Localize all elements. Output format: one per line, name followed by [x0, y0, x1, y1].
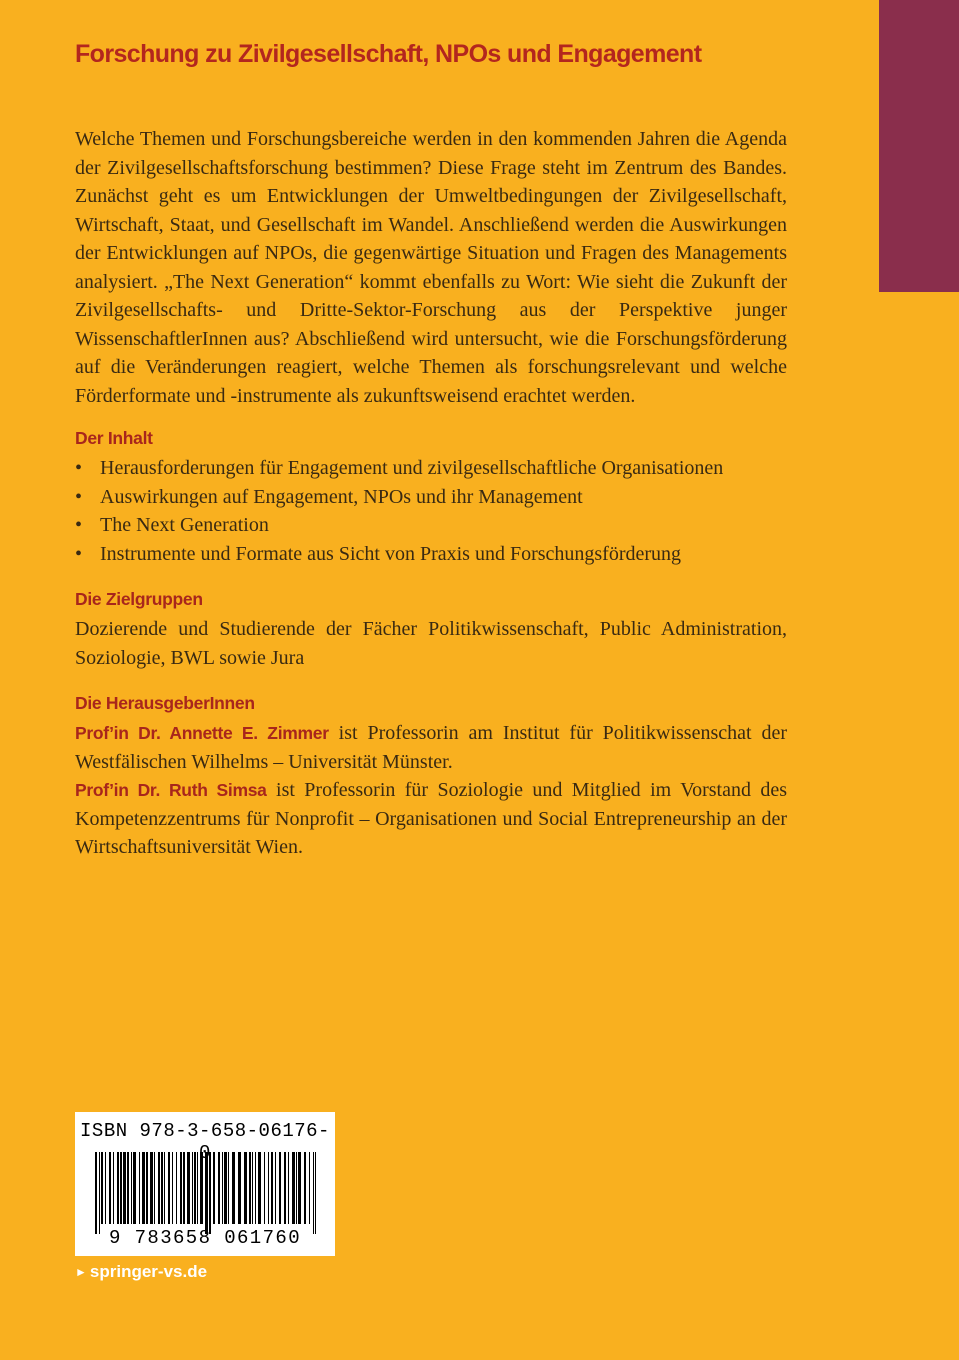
barcode-bar: [164, 1152, 165, 1224]
intro-paragraph: Welche Themen und Forschungsbereiche werden in den kommenden Jahren die Agenda der Zivilgesellschaftsforschung bestimmen? Diese Frage steht im Zentrum des Bandes. Zunächst geht es um Entwicklungen der Umweltbedingungen der Zivilgesellschaft, Wirtschaft, Staat, und Gesellschaft im Wandel. Anschließend werden die Auswirkungen der Entwicklungen auf NPOs, die gegenwärtige Situation und Fragen des Managements analysiert. „The Next Generation“ kommt ebenfalls zu Wort: Wie sieht die Zukunft der Zivilgesellschafts- und Dritte-Sektor-Forschung aus der Perspektive junger WissenschaftlerInnen aus? Abschließend wird untersucht, wie die Forschungsförderung auf die Veränderungen reagiert, welche Themen als forschungsrelevant und welche Förderformate und -instrumente als zukunftsweisend erachtet werden.: [75, 128, 787, 407]
barcode-bar: [244, 1152, 247, 1224]
barcode-bar: [271, 1152, 273, 1224]
barcode-bar: [249, 1152, 251, 1224]
barcode-bar: [194, 1152, 196, 1224]
barcode-bar: [176, 1152, 177, 1224]
barcode-bar: [142, 1152, 145, 1224]
barcode-bar: [150, 1152, 153, 1224]
barcode-bar: [105, 1152, 106, 1224]
barcode-bar: [146, 1152, 148, 1224]
barcode-bar: [154, 1152, 155, 1224]
editor-name: Prof’in Dr. Annette E. Zimmer: [75, 723, 329, 743]
barcode-bar: [315, 1152, 316, 1234]
barcode-bar: [168, 1152, 170, 1224]
list-item: • Auswirkungen auf Engagement, NPOs und ihr Management: [75, 483, 787, 512]
barcode-bar: [238, 1152, 241, 1224]
barcode-bar: [131, 1152, 132, 1224]
bullet-icon: •: [75, 457, 83, 479]
barcode-bar: [304, 1152, 306, 1224]
barcode-bar: [222, 1152, 223, 1224]
bullet-icon: •: [75, 485, 83, 508]
barcode-bars: [89, 1152, 321, 1238]
barcode-bar: [213, 1152, 215, 1224]
arrow-right-icon: ►: [75, 1265, 87, 1279]
barcode-bar: [172, 1152, 173, 1224]
editor-name: Prof’in Dr. Ruth Simsa: [75, 780, 267, 800]
list-item: • Herausforderungen für Engagement und zivilgesellschaftliche Organisationen: [75, 454, 787, 483]
isbn-label: ISBN 978-3-658-06176-: [80, 1120, 330, 1142]
barcode-bar: [161, 1152, 163, 1224]
list-item: • The Next Generation: [75, 511, 787, 540]
barcode-bar: [109, 1152, 111, 1224]
barcode-bar: [258, 1152, 261, 1224]
barcode-bar: [123, 1152, 126, 1224]
barcode-bar: [275, 1152, 276, 1224]
barcode-bar: [187, 1152, 190, 1224]
contents-list: [75, 454, 787, 568]
contents-heading: Der Inhalt: [75, 428, 153, 448]
barcode-bar: [120, 1152, 122, 1224]
barcode-bar: [232, 1152, 235, 1224]
editor-bio: Prof’in Dr. Ruth Simsa ist Professorin für Soziologie und Mitglied im Vorstand des Kompetenzzentrums für Nonprofit – Organisationen und Social Entrepreneurship an der Wirtschaftsuniversität Wien.: [75, 779, 787, 858]
cover-accent-tab: [879, 0, 959, 292]
barcode-bar: [309, 1152, 310, 1224]
barcode-bar: [288, 1152, 289, 1224]
barcode-bar: [99, 1152, 100, 1234]
barcode-bar: [117, 1152, 119, 1224]
barcode-bar: [296, 1152, 297, 1224]
barcode-bar: [183, 1152, 185, 1224]
barcode-bar: [180, 1152, 182, 1224]
barcode-bar: [200, 1152, 203, 1224]
barcode-bar: [113, 1152, 114, 1224]
barcode-bar: [255, 1152, 256, 1224]
back-cover-body: [75, 125, 787, 862]
barcode-bar: [252, 1152, 253, 1224]
barcode-bar: [205, 1152, 208, 1234]
barcode-bar: [139, 1152, 140, 1224]
barcode-bar: [133, 1152, 136, 1224]
barcode-bar: [228, 1152, 229, 1224]
barcode-bar: [284, 1152, 286, 1224]
audience-text: Dozierende und Studierende der Fächer Politikwissenschaft, Public Administration, Soziologie, BWL sowie Jura: [75, 618, 787, 669]
barcode-bar: [192, 1152, 193, 1224]
editors-heading: Die HerausgeberInnen: [75, 693, 255, 713]
barcode-bar: [209, 1152, 211, 1234]
bullet-icon: •: [75, 514, 83, 536]
barcode-bar: [298, 1152, 301, 1224]
barcode-bar: [218, 1152, 220, 1224]
barcode-bar: [95, 1152, 97, 1234]
website-link[interactable]: ► springer-vs.de: [75, 1262, 208, 1281]
book-series-title: Forschung zu Zivilgesellschaft, NPOs und Engagement: [75, 40, 702, 68]
barcode-bar: [197, 1152, 198, 1224]
editor-bio: Prof’in Dr. Annette E. Zimmer ist Professorin am Institut für Politikwissenschat der Westfälischen Wilhelms – Universität Münster.: [75, 722, 787, 773]
barcode-digits: 9 783658 061760: [108, 1227, 302, 1249]
barcode-bar: [279, 1152, 281, 1224]
list-item: • Instrumente und Formate aus Sicht von Praxis und Forschungsförderung: [75, 540, 787, 569]
barcode-bar: [101, 1152, 103, 1224]
isbn-barcode: [75, 1112, 335, 1256]
barcode-bar: [292, 1152, 295, 1224]
bullet-icon: •: [75, 542, 83, 565]
barcode-bar: [127, 1152, 129, 1224]
barcode-bar: [264, 1152, 265, 1224]
barcode-bar: [224, 1152, 227, 1224]
barcode-bar: [313, 1152, 314, 1234]
barcode-bar: [268, 1152, 269, 1224]
audience-heading: Die Zielgruppen: [75, 589, 203, 609]
barcode-bar: [158, 1152, 160, 1224]
